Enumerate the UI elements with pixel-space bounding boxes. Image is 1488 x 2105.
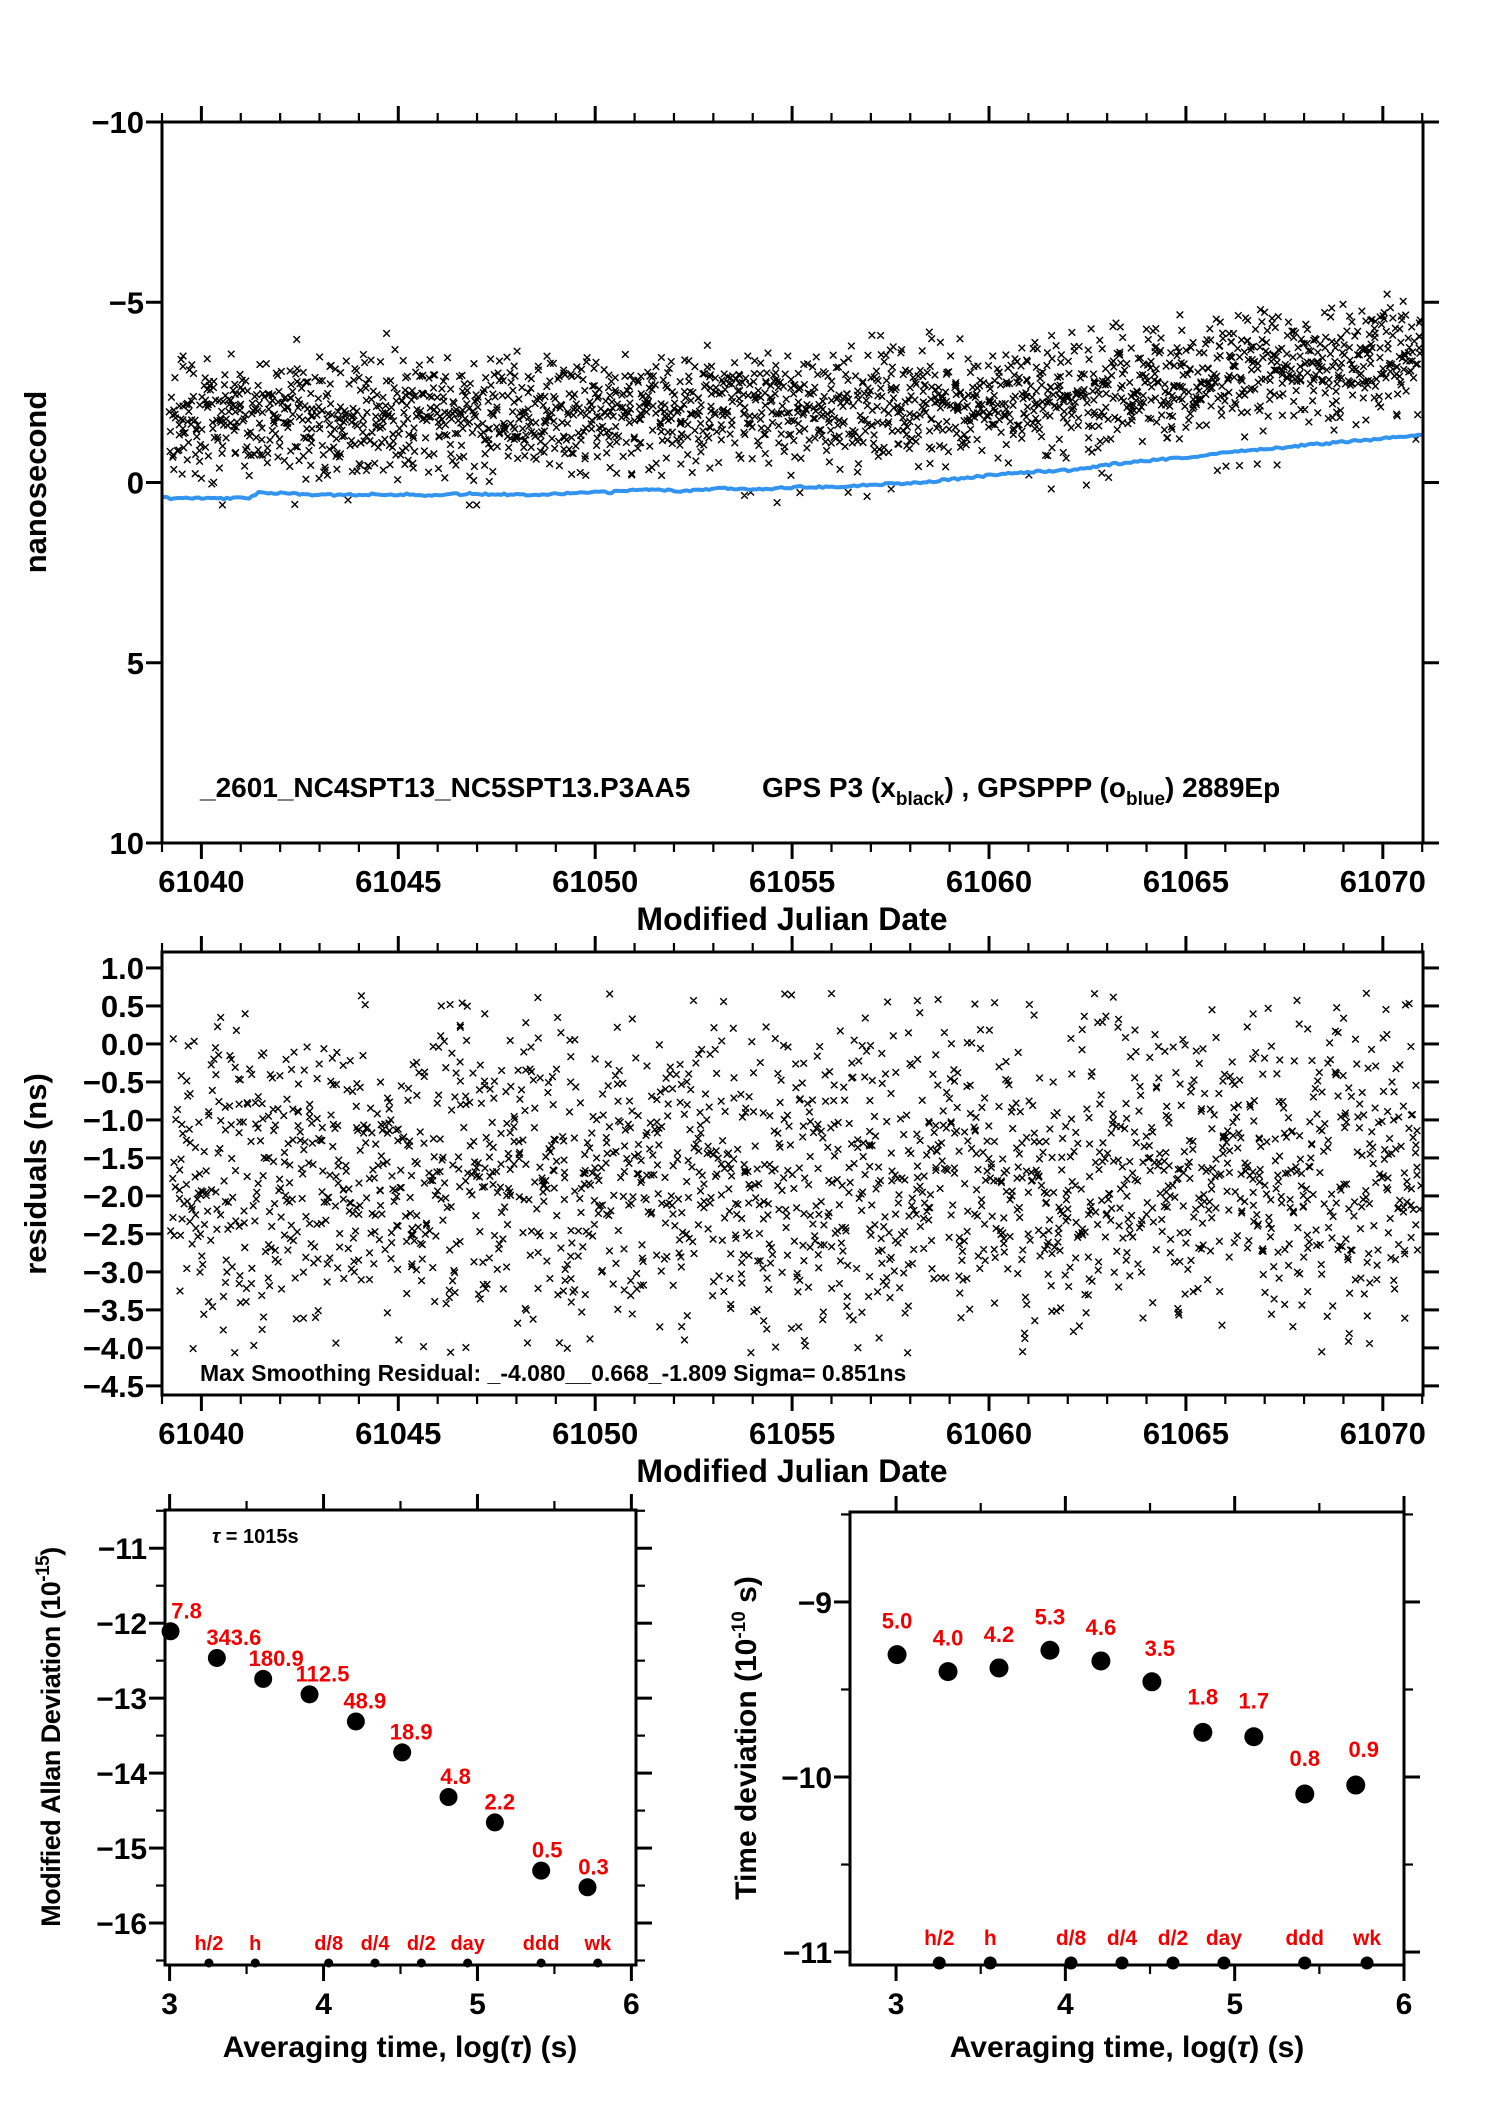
y-tick-label: −13 — [96, 1683, 147, 1717]
point-value-label: 4.8 — [440, 1764, 471, 1790]
point-value-label: 2.2 — [484, 1789, 516, 1815]
x-tick-label: 5 — [469, 1988, 486, 2021]
x-tick-label: 61060 — [945, 864, 1033, 899]
x-tick-label: 61045 — [355, 864, 442, 899]
x-tick-label: 5 — [1226, 1988, 1244, 2021]
x-tick-label: 3 — [887, 1988, 905, 2021]
x-tick-label: 61040 — [158, 1416, 245, 1451]
y-tick-label: 5 — [126, 645, 144, 681]
p3-y-axis-title: Time deviation ($10^{-10}$ s) — [729, 1576, 763, 1900]
point-value-label: 5.3 — [1034, 1604, 1066, 1630]
tau-marker-label: h — [249, 1933, 262, 1955]
tau-marker-label: ddd — [1285, 1927, 1324, 1950]
scatter-x-markers — [167, 990, 1424, 1356]
p2-y-axis-title: Modified Allan Deviation $(10^{-15})$ — [33, 1547, 66, 1927]
point-value-label: 0.3 — [578, 1854, 609, 1880]
point-value-label: 1.7 — [1238, 1688, 1270, 1714]
y-tick-label: −3.5 — [82, 1292, 144, 1328]
tau-marker-label: d/4 — [360, 1933, 390, 1955]
y-tick-label: −4.5 — [82, 1368, 144, 1404]
p1-x-axis-title: Modified Julian Date — [636, 1453, 948, 1489]
x-tick-label: 61065 — [1142, 1416, 1230, 1451]
tau-marker-label: day — [1205, 1927, 1243, 1950]
tau-marker-label: d/4 — [1106, 1927, 1138, 1950]
tau-marker-dot — [1361, 1957, 1374, 1970]
x-tick-label: 6 — [623, 1988, 640, 2021]
x-tick-label: 61070 — [1339, 864, 1426, 899]
p0-title-right: GPS P3 $(x_{black})$ , GPSPPP $(o_{blue})$ 2889Ep — [762, 772, 1281, 810]
x-tick-label: 61070 — [1339, 1416, 1426, 1451]
panel-tdev — [729, 1496, 1420, 2064]
tau-marker-label: d/8 — [1055, 1927, 1087, 1950]
plot-spine — [850, 1512, 1404, 1965]
data-point — [1091, 1651, 1110, 1670]
p1-y-axis-title: residuals (ns) — [18, 1073, 53, 1275]
y-tick-label: −5 — [108, 285, 144, 321]
y-tick-label: −10 — [91, 105, 144, 140]
y-tick-label: −11 — [97, 1533, 147, 1567]
p0-title-left: _2601_NC4SPT13_NC5SPT13.P3AA5 — [200, 772, 691, 803]
data-point — [440, 1788, 458, 1806]
tau-marker-dot — [1065, 1957, 1078, 1970]
p2-tau-annotation: τ = 1015s — [212, 1526, 299, 1548]
data-point — [1295, 1784, 1314, 1803]
tau-marker-dot — [1116, 1957, 1129, 1970]
data-point — [579, 1878, 597, 1896]
tau-marker-dot — [1217, 1957, 1230, 1970]
data-point — [1040, 1641, 1059, 1660]
y-tick-label: −0.5 — [82, 1064, 144, 1100]
y-tick-label: 1.0 — [100, 950, 144, 986]
p2-x-axis-title: Averaging time, log(τ) (s) — [222, 2031, 578, 2064]
p0-y-axis-title: nanosecond — [18, 390, 53, 574]
data-point — [989, 1658, 1008, 1677]
y-tick-label: 0 — [126, 465, 144, 501]
y-tick-label: −4.0 — [82, 1330, 144, 1366]
data-point — [393, 1743, 411, 1761]
y-tick-label: −3.0 — [82, 1254, 144, 1290]
point-value-label: 343.6 — [206, 1624, 262, 1650]
data-point — [532, 1862, 550, 1880]
data-point — [347, 1712, 365, 1730]
point-value-label: 7.8 — [171, 1598, 202, 1624]
point-value-label: 180.9 — [248, 1645, 304, 1671]
tau-marker-label: d/2 — [406, 1933, 436, 1955]
y-tick-label: −1.5 — [82, 1140, 144, 1176]
p0-ticks — [146, 106, 1439, 859]
x-tick-label: 61055 — [748, 864, 836, 899]
x-tick-label: 61045 — [355, 1416, 442, 1451]
x-tick-label: 6 — [1395, 1988, 1413, 2021]
x-tick-label: 4 — [1057, 1988, 1074, 2021]
y-tick-label: −9 — [797, 1586, 832, 1620]
point-value-label: 3.5 — [1144, 1635, 1176, 1661]
data-point — [486, 1813, 504, 1831]
p1-residual-annotation: Max Smoothing Residual: _-4.080__0.668_-1.809 Sigma= 0.851ns — [200, 1360, 907, 1386]
data-point — [939, 1662, 958, 1681]
tau-marker-dot — [933, 1957, 946, 1970]
data-point — [1244, 1727, 1263, 1746]
panel-gps-comparison — [18, 105, 1439, 937]
tau-marker-label: d/8 — [314, 1933, 344, 1955]
y-tick-label: 0.0 — [100, 1026, 144, 1062]
y-tick-label: −15 — [96, 1833, 147, 1867]
tau-marker-label: wk — [584, 1933, 612, 1955]
p0-x-axis-title: Modified Julian Date — [636, 901, 948, 937]
point-value-label: 5.0 — [881, 1608, 913, 1634]
y-tick-label: −16 — [96, 1908, 147, 1942]
point-value-label: 4.2 — [983, 1621, 1015, 1647]
tau-marker-label: ddd — [522, 1933, 560, 1955]
tau-marker-dot — [984, 1957, 997, 1970]
y-tick-label: −14 — [96, 1758, 147, 1792]
x-tick-label: 61055 — [748, 1416, 836, 1451]
point-value-label: 48.9 — [343, 1688, 387, 1714]
p3-x-axis-title: Averaging time, log(τ) (s) — [949, 2031, 1305, 2064]
y-tick-label: 10 — [109, 826, 144, 861]
y-tick-label: −2.5 — [82, 1216, 144, 1252]
x-tick-label: 61050 — [552, 864, 639, 899]
tau-marker-dot — [1166, 1957, 1179, 1970]
y-tick-label: 0.5 — [100, 988, 144, 1024]
point-value-label: 0.9 — [1348, 1737, 1380, 1763]
y-tick-label: −11 — [782, 1937, 832, 1971]
tau-marker-label: day — [450, 1933, 485, 1955]
tau-marker-dot — [1298, 1957, 1311, 1970]
y-tick-label: −2.0 — [82, 1178, 144, 1214]
data-point — [1142, 1672, 1161, 1691]
gpsppp-line — [164, 435, 1421, 500]
point-value-label: 1.8 — [1187, 1684, 1219, 1710]
panel-mdev — [33, 1494, 652, 2064]
p3-ticks — [834, 1496, 1420, 1981]
x-tick-label: 3 — [161, 1988, 178, 2021]
y-tick-label: −10 — [781, 1762, 832, 1796]
panel-residuals — [18, 936, 1439, 1489]
tau-marker-label: h/2 — [194, 1933, 224, 1955]
point-value-label: 4.0 — [932, 1625, 964, 1651]
tau-marker-label: h — [983, 1927, 997, 1950]
p2-gen — [96, 1494, 652, 2021]
plot-spine — [162, 122, 1423, 843]
x-tick-label: 61040 — [158, 864, 245, 899]
x-tick-label: 61065 — [1142, 864, 1230, 899]
point-value-label: 18.9 — [389, 1719, 433, 1745]
point-value-label: 0.5 — [531, 1837, 563, 1863]
data-point — [888, 1645, 907, 1664]
x-tick-label: 4 — [315, 1988, 332, 2021]
data-point — [208, 1649, 226, 1667]
p1-ticks — [146, 936, 1439, 1411]
tau-marker-label: h/2 — [924, 1927, 955, 1950]
data-point — [1193, 1723, 1212, 1742]
y-tick-label: −1.0 — [82, 1102, 144, 1138]
point-value-label: 112.5 — [295, 1661, 350, 1687]
x-tick-label: 61060 — [945, 1416, 1033, 1451]
tau-marker-label: d/2 — [1157, 1927, 1189, 1950]
x-tick-label: 61050 — [552, 1416, 639, 1451]
point-value-label: 4.6 — [1085, 1614, 1117, 1640]
data-point — [254, 1670, 272, 1688]
point-value-label: 0.8 — [1289, 1745, 1321, 1771]
scatter-x-markers — [166, 291, 1424, 508]
tau-marker-label: wk — [1353, 1927, 1382, 1950]
data-point — [301, 1685, 319, 1703]
p3-gen — [781, 1496, 1420, 2021]
y-tick-label: −12 — [96, 1608, 147, 1642]
data-point — [1346, 1776, 1365, 1795]
